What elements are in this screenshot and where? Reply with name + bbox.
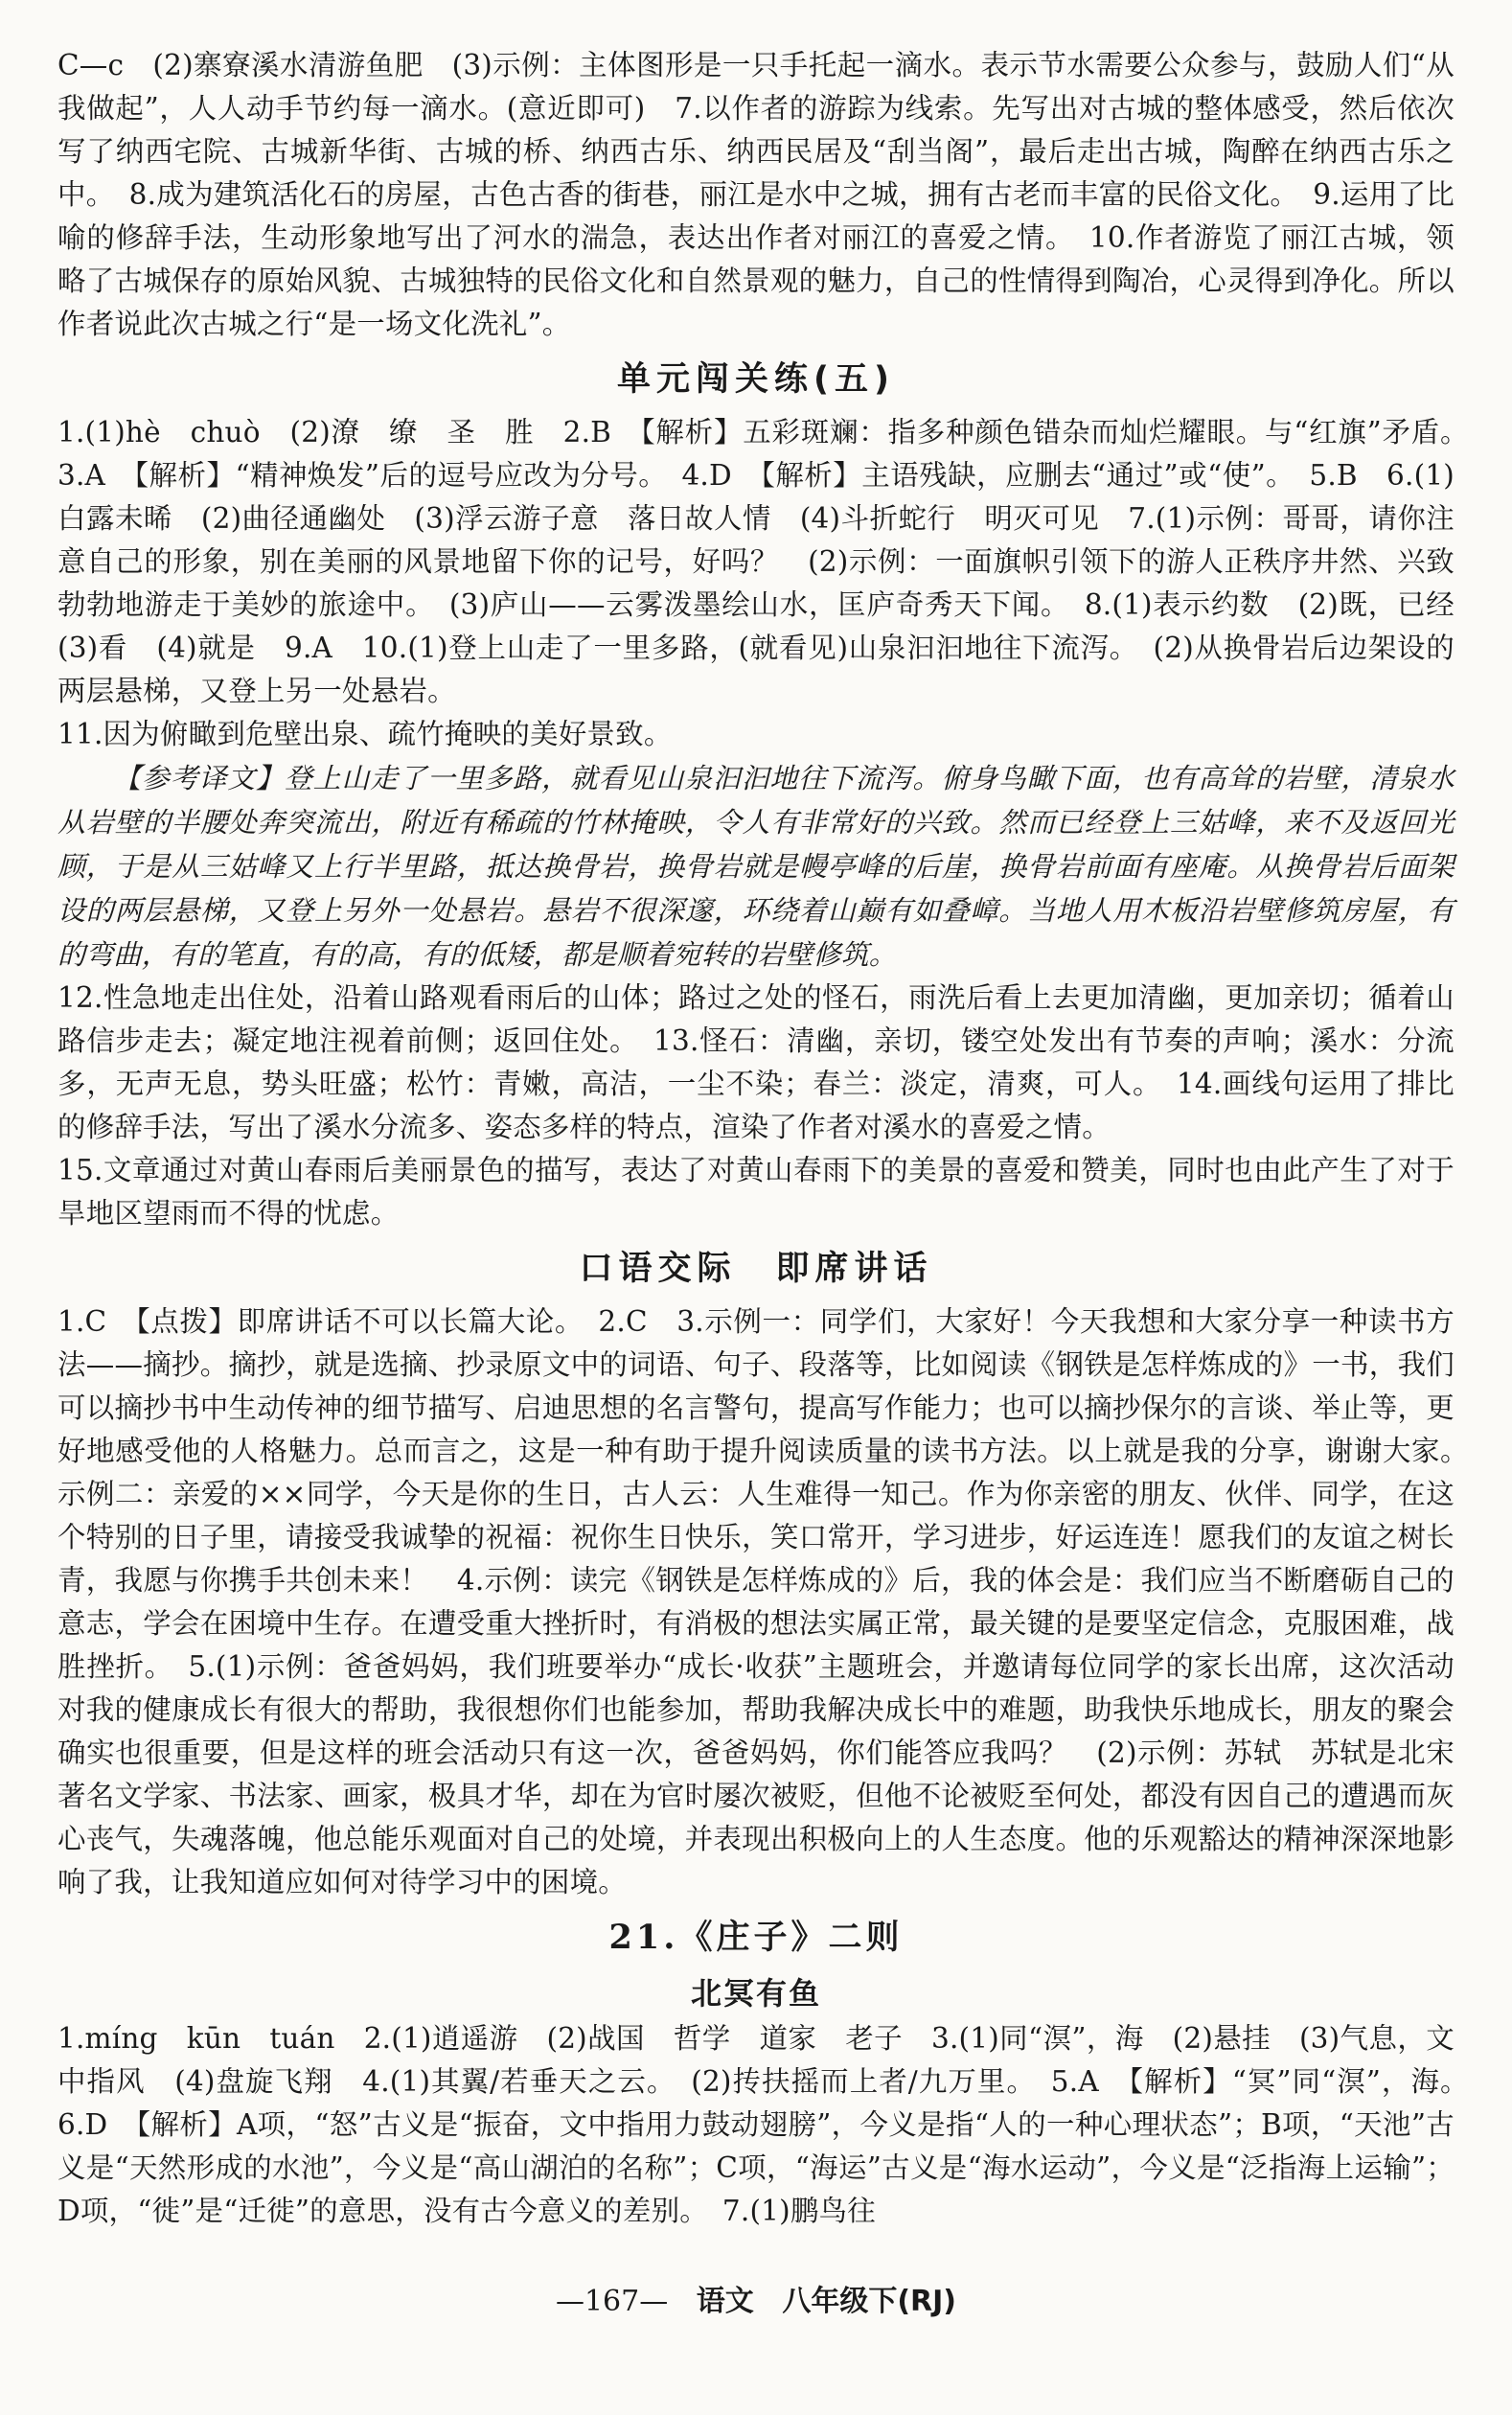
- oral-heading: 口语交际 即席讲话: [579, 1250, 933, 1288]
- unit5-answers-12-14: 12.性急地走出住处，沿着山路观看雨后的山体；路过之处的怪石，雨洗后看上去更加清幽，更加亲切；循着山路信步走去；凝定地注视着前侧；返回住处。 13.怪石：清幽，亲切，镂空处发出有节奏的声响；溪水：分流多，无声无息，势头旺盛；松竹：青嫩，高洁，一尘不染；春兰：淡定，清爽，可人。 14.画线句运用了排比的修辞手法，写出了溪水分流多、姿态多样的特点，渲染了作者对溪水的喜爱之情。: [57, 981, 1455, 1143]
- page-footer: [0, 2277, 1512, 2319]
- unit5-answers: 1.(1)hè chuò (2)潦 缭 圣 胜 2.B 【解析】五彩斑斓：指多种颜色错杂而灿烂耀眼。与“红旗”矛盾。 3.A 【解析】“精神焕发”后的逗号应改为分号。 4.D 【解析】主语残缺，应删去“通过”或“使”。 5.B 6.(1)白露未晞 (2)曲径通幽处 (3)浮云游子意 落日故人情 (4)斗折蛇行 明灭可见 7.(1)示例：哥哥，请你注意自己的形象，别在美丽的风景地留下你的记号，好吗？ (2)示例：一面旗帜引领下的游人正秩序井然、兴致勃勃地游走于美妙的旅途中。 (3)庐山——云雾泼墨绘山水，匡庐奇秀天下闻。 8.(1)表示约数 (2)既，已经 (3)看 (4)就是 9.A 10.(1)登上山走了一里多路，(就看见)山泉汩汩地往下流泻。 (2)从换骨岩后边架设的两层悬梯，又登上另一处悬岩。: [57, 416, 1483, 707]
- unit5-answer-11: 11.因为俯瞰到危壁出泉、疏竹掩映的美好景致。: [57, 718, 673, 750]
- unit5-heading: 单元闯关练(五): [617, 360, 895, 399]
- reference-translation: 【参考译文】登上山走了一里多路，就看见山泉汩汩地往下流泻。俯身鸟瞰下面，也有高耸的岩壁，清泉水从岩壁的半腰处奔突流出，附近有稀疏的竹林掩映，令人有非常好的兴致。然而已经登上三姑峰，来不及返回光顾，于是从三姑峰又上行半里路，抵达换骨岩，换骨岩就是幔亭峰的后崖，换骨岩前面有座庵。从换骨岩后面架设的两层悬梯，又登上另外一处悬岩。悬岩不很深邃，环绕着山巅有如叠嶂。当地人用木板沿岩壁修筑房屋，有的弯曲，有的笔直，有的高，有的低矮，都是顺着宛转的岩壁修筑。: [57, 762, 1455, 971]
- lesson21-heading: 21.《庄子》二则: [608, 1918, 904, 1957]
- lesson21-answers: 1.míng kūn tuán 2.(1)逍遥游 (2)战国 哲学 道家 老子 3.(1)同“溟”，海 (2)悬挂 (3)气息，文中指风 (4)盘旋飞翔 4.(1)其翼/若垂天之云。 (2)抟扶摇而上者/九万里。 5.A 【解析】“冥”同“溟”，海。 6.D 【解析】A项，“怒”古义是“振奋，文中指用力鼓动翅膀”，今义是指“人的一种心理状态”；B项，“天池”古义是“天然形成的水池”，今义是“高山湖泊的名称”；C项，“海运”古义是“海水运动”，今义是“泛指海上运输”；D项，“徙”是“迁徙”的意思，没有古今意义的差别。 7.(1)鹏鸟往: [57, 2022, 1483, 2227]
- subject-label: 语文: [696, 2285, 754, 2318]
- unit5-answer-15: 15.文章通过对黄山春雨后美丽景色的描写，表达了对黄山春雨下的美景的喜爱和赞美，同时也由此产生了对于旱地区望雨而不得的忧虑。: [57, 1154, 1455, 1230]
- oral-answers: 1.C 【点拨】即席讲话不可以长篇大论。 2.C 3.示例一：同学们，大家好！今天我想和大家分享一种读书方法——摘抄。摘抄，就是选摘、抄录原文中的词语、句子、段落等，比如阅读《钢铁是怎样炼成的》一书，我们可以摘抄书中生动传神的细节描写、启迪思想的名言警句，提高写作能力；也可以摘抄保尔的言谈、举止等，更好地感受他的人格魅力。总而言之，这是一种有助于提升阅读质量的读书方法。以上就是我的分享，谢谢大家。 示例二：亲爱的××同学，今天是你的生日，古人云：人生难得一知己。作为你亲密的朋友、伙伴、同学，在这个特别的日子里，请接受我诚挚的祝福：祝你生日快乐，笑口常开，学习进步，好运连连！愿我们的友谊之树长青，我愿与你携手共创未来！ 4.示例：读完《钢铁是怎样炼成的》后，我的体会是：我们应当不断磨砺自己的意志，学会在困境中生存。在遭受重大挫折时，有消极的想法实属正常，最关键的是要坚定信念，克服困难，战胜挫折。 5.(1)示例：爸爸妈妈，我们班要举办“成长·收获”主题班会，并邀请每位同学的家长出席，这次活动对我的健康成长有很大的帮助，我很想你们也能参加，帮助我解决成长中的难题，助我快乐地成长，朋友的聚会确实也很重要，但是这样的班会活动只有这一次，爸爸妈妈，你们能答应我吗？ (2)示例：苏轼 苏轼是北宋著名文学家、书法家、画家，极具才华，却在为官时屡次被贬，但他不论被贬至何处，都没有因自己的遭遇而灰心丧气，失魂落魄，他总能乐观面对自己的处境，并表现出积极向上的人生态度。他的乐观豁达的精神深深地影响了我，让我知道应如何对待学习中的困境。: [57, 1305, 1483, 1898]
- page-number: —167—: [555, 2285, 669, 2318]
- lesson21-subheading: 北冥有鱼: [690, 1975, 821, 2012]
- grade-label: 八年级下(RJ): [782, 2285, 957, 2318]
- previous-section-answers: C—c (2)寨寮溪水清游鱼肥 (3)示例：主体图形是一只手托起一滴水。表示节水需要公众参与，鼓励人们“从我做起”，人人动手节约每一滴水。(意近即可) 7.以作者的游踪为线索。先写出对古城的整体感受，然后依次写了纳西宅院、古城新华街、古城的桥、纳西古乐、纳西民居及“刮当阁”，最后走出古城，陶醉在纳西古乐之中。 8.成为建筑活化石的房屋，古色古香的街巷，丽江是水中之城，拥有古老而丰富的民俗文化。 9.运用了比喻的修辞手法，生动形象地写出了河水的湍急，表达出作者对丽江的喜爱之情。 10.作者游览了丽江古城，领略了古城保存的原始风貌、古城独特的民俗文化和自然景观的魅力，自己的性情得到陶冶，心灵得到净化。所以作者说此次古城之行“是一场文化洗礼”。: [57, 49, 1455, 340]
